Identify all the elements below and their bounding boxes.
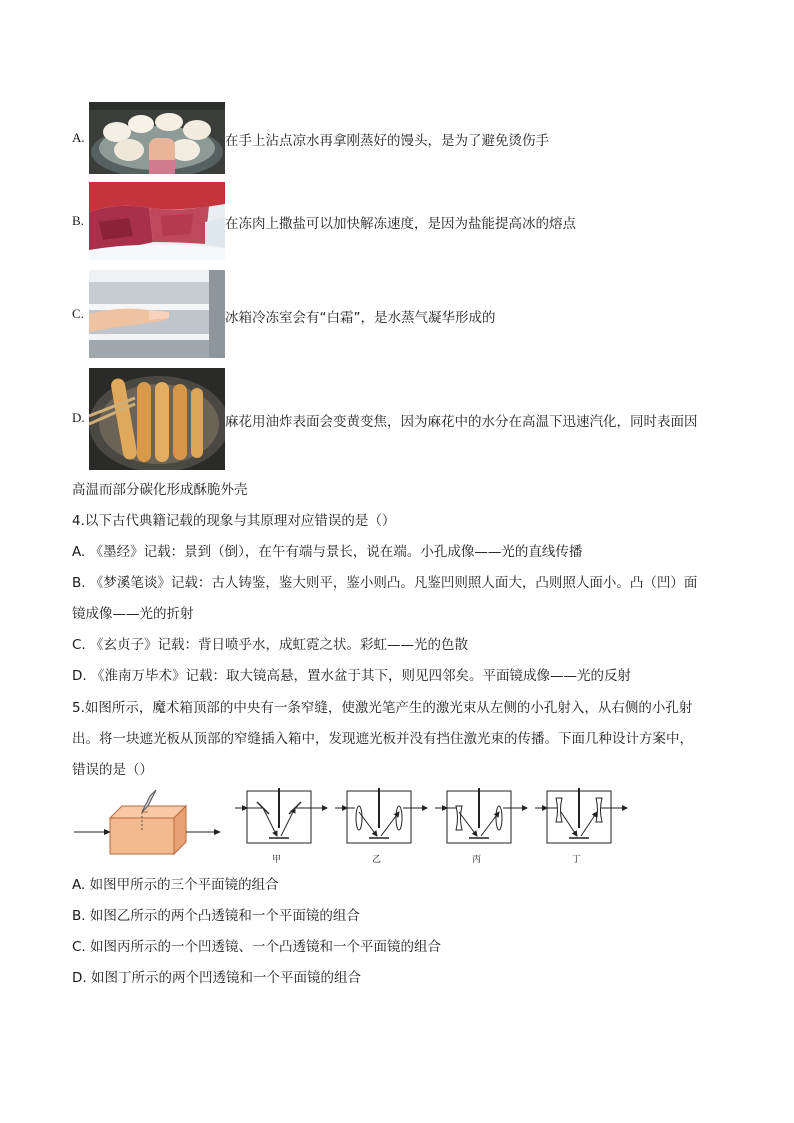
question-stem: 4.以下古代典籍记载的现象与其原理对应错误的是（） xyxy=(72,513,396,529)
q4-option-c: C. 《玄贞子》记载：背日喷乎水，成虹霓之状。彩虹——光的色散 xyxy=(72,637,469,653)
figure-label-jia: 甲 xyxy=(272,855,282,865)
option-label: B. xyxy=(72,213,84,228)
question-stem-line-1: 5.如图所示，魔术箱顶部的中央有一条窄缝，使激光笔产生的激光束从左侧的小孔射入，从右侧的小孔射 xyxy=(72,700,693,716)
q5-option-b: B. 如图乙所示的两个凸透镜和一个平面镜的组合 xyxy=(72,908,360,924)
q5-option-a: A. 如图甲所示的三个平面镜的组合 xyxy=(72,877,279,893)
q4-option-d: D. 《淮南万毕术》记载：取大镜高悬，置水盆于其下，则见四邻矣。平面镜成像——光的反射 xyxy=(72,668,631,684)
q4-option-b-continued: 镜成像——光的折射 xyxy=(72,606,194,622)
question-stem-line-2: 出。将一块遮光板从顶部的窄缝插入箱中，发现遮光板并没有挡住激光束的传播。下面几种设计方案中， xyxy=(72,731,693,747)
option-label: A. xyxy=(72,130,85,145)
diagram-yi xyxy=(333,788,429,848)
q5-option-c: C. 如图丙所示的一个凹透镜、一个凸透镜和一个平面镜的组合 xyxy=(72,939,442,955)
q5-option-d: D. 如图丁所示的两个凹透镜和一个平面镜的组合 xyxy=(72,970,361,986)
figure-label-yi: 乙 xyxy=(372,855,382,865)
option-text: 麻花用油炸表面会变黄变焦，因为麻花中的水分在高温下迅速汽化，同时表面因 xyxy=(225,414,698,430)
frozen-meat-photo xyxy=(89,182,225,260)
figure-label-ding: 丁 xyxy=(572,855,582,865)
diagram-ding xyxy=(533,788,629,848)
option-text: 在手上沾点凉水再拿刚蒸好的馒头，是为了避免烫伤手 xyxy=(225,133,549,149)
option-text: 在冻肉上撒盐可以加快解冻速度，是因为盐能提高冰的熔点 xyxy=(225,216,576,232)
steamed-buns-photo xyxy=(89,102,225,174)
freezer-frost-photo xyxy=(89,270,225,358)
figure-label-bing: 丙 xyxy=(472,855,482,865)
option-label: D. xyxy=(72,410,85,425)
diagram-bing xyxy=(433,788,529,848)
q4-option-b: B. 《梦溪笔谈》记载：古人铸鉴，鉴大则平，鉴小则凸。凡鉴凹则照人面大，凸则照人面小。凸（凹）面 xyxy=(72,575,698,591)
option-text: 冰箱冷冻室会有“白霜”，是水蒸气凝华形成的 xyxy=(225,310,496,326)
fried-dough-twist-photo xyxy=(89,368,225,470)
option-text-continued: 高温而部分碳化形成酥脆外壳 xyxy=(72,482,248,498)
diagram-jia xyxy=(233,788,329,848)
q4-option-a: A. 《墨经》记载：景到（倒），在午有端与景长，说在端。小孔成像——光的直线传播 xyxy=(72,544,583,560)
magic-box-figure xyxy=(70,786,230,856)
question-stem-line-3: 错误的是（） xyxy=(72,762,153,778)
option-label: C. xyxy=(72,306,84,321)
